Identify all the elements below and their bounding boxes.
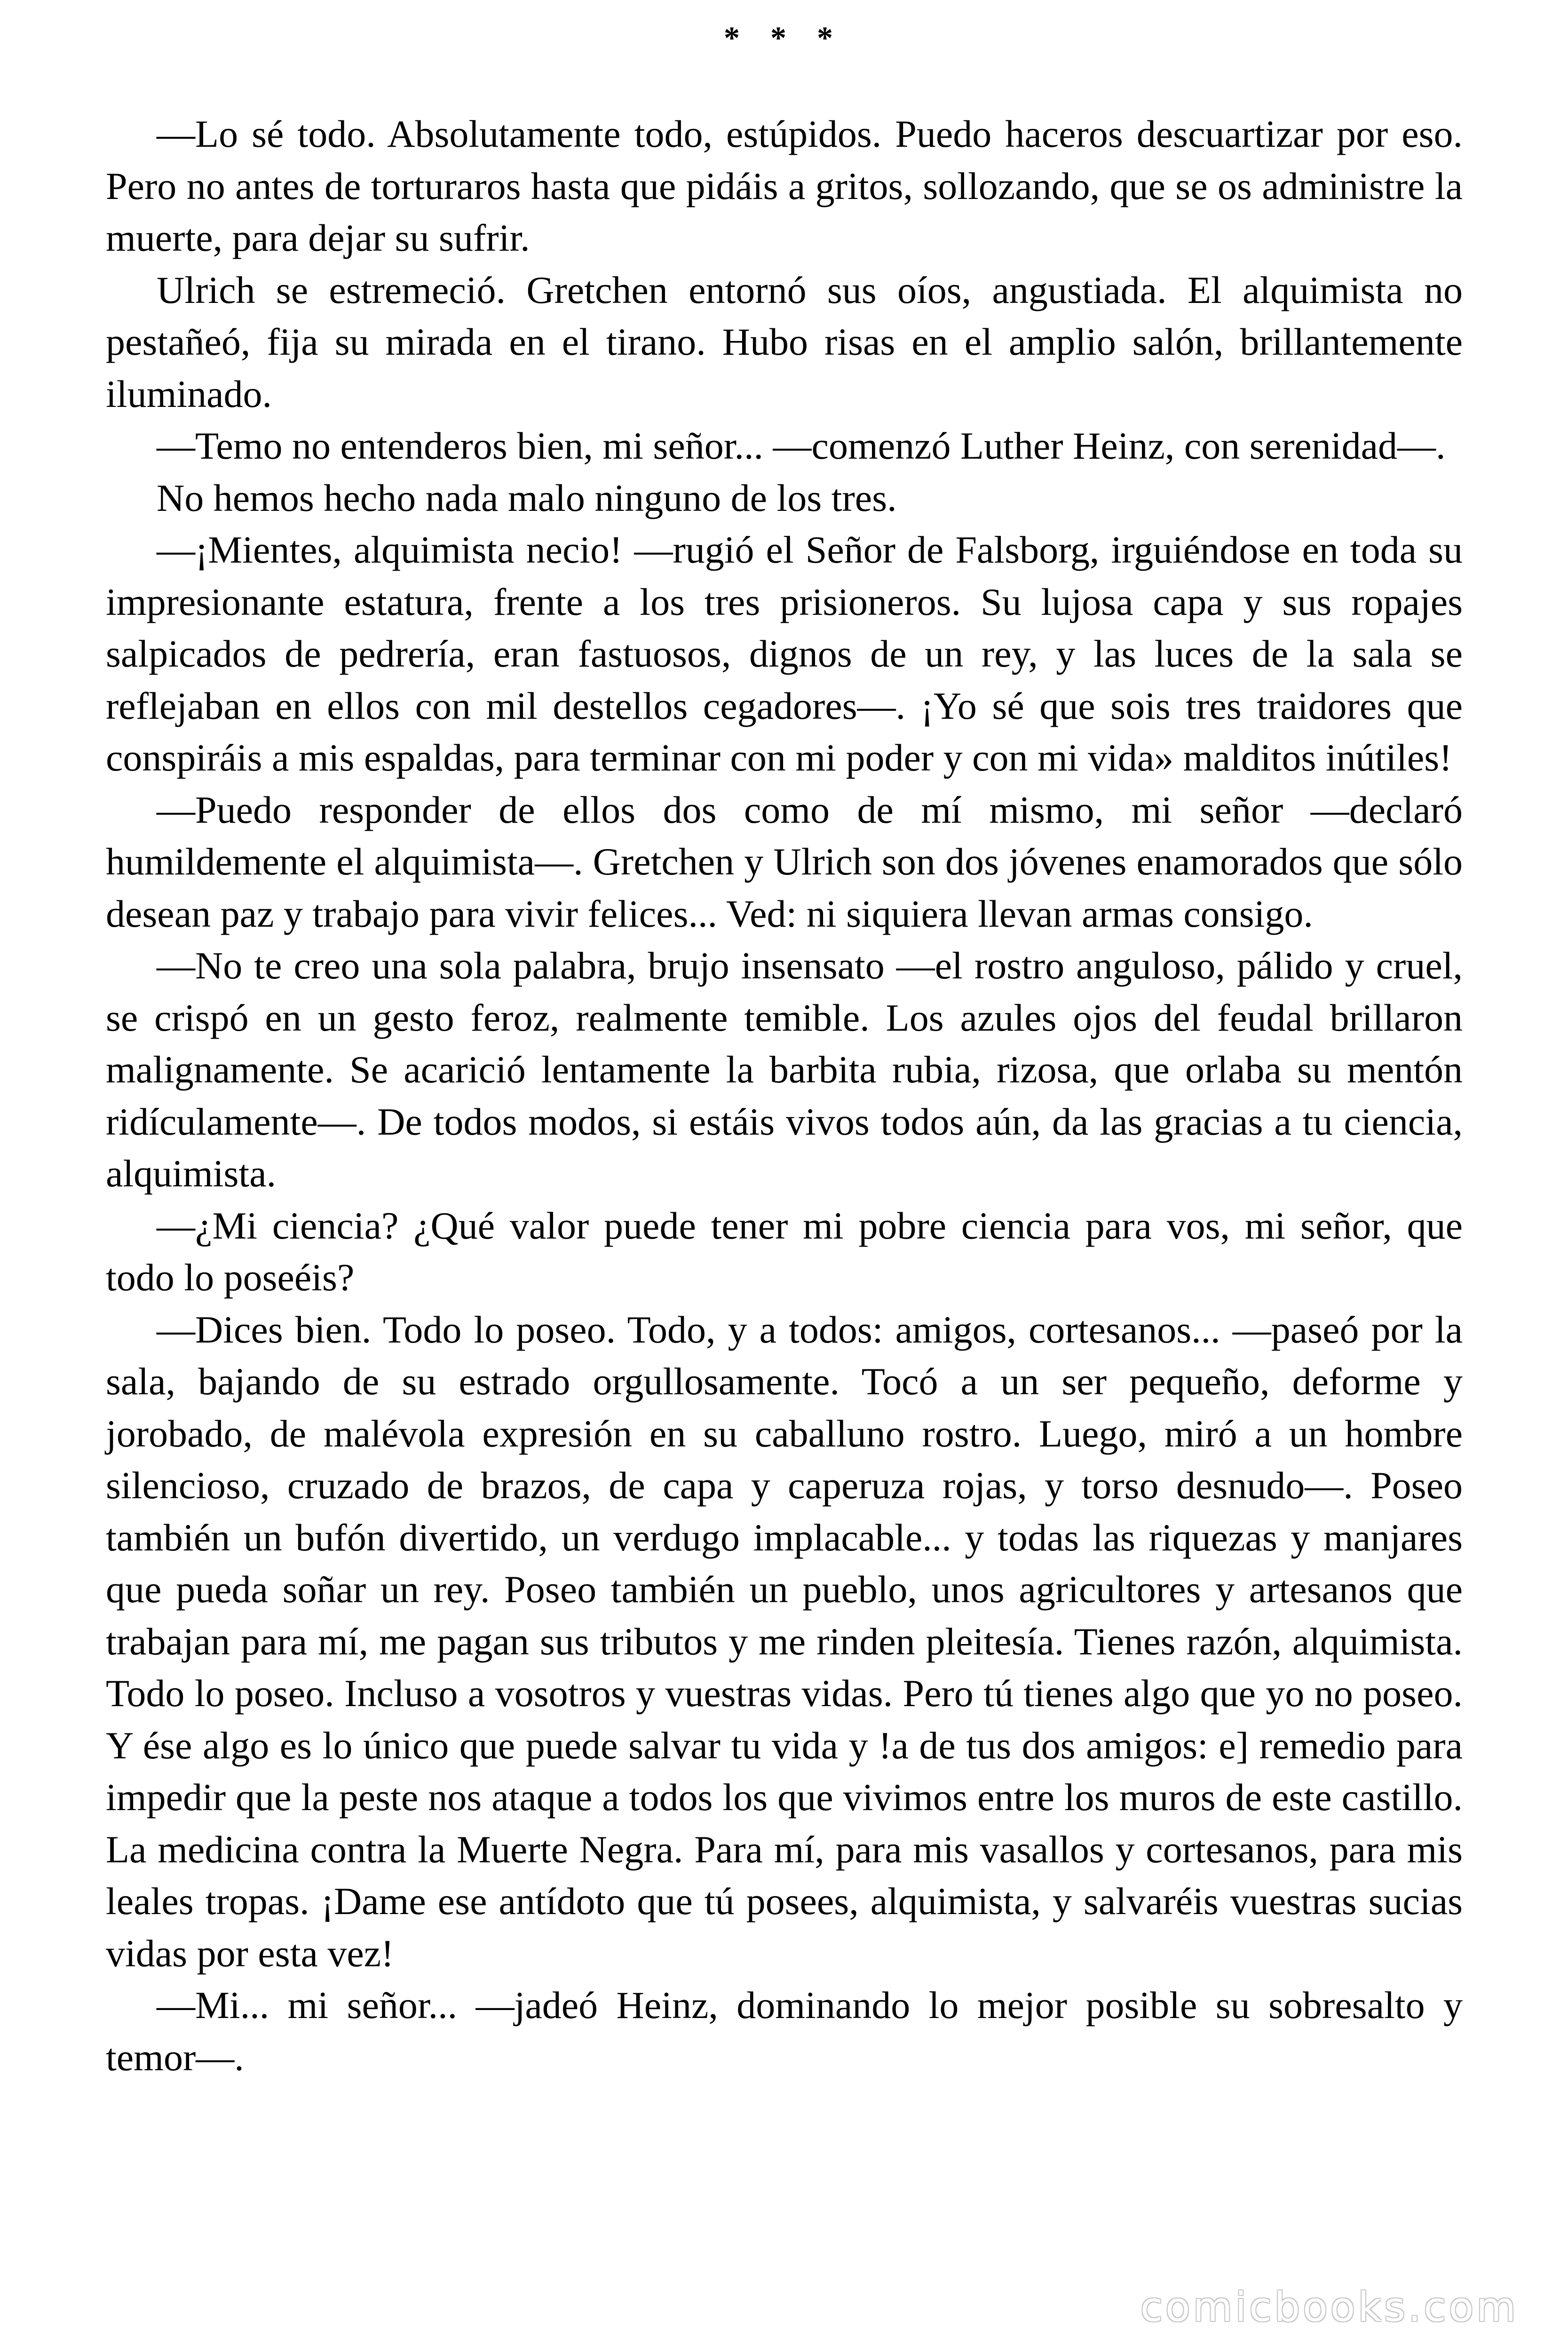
body-text	[106, 108, 1463, 2083]
paragraph: —Lo sé todo. Absolutamente todo, estúpidos. Puedo haceros descuartizar por eso. Pero no antes de torturaros hasta que pidáis a gritos, sollozando, que se os administre la muerte, para dejar su sufrir.	[106, 112, 1463, 259]
paragraph: —No te creo una sola palabra, brujo insensato —el rostro anguloso, pálido y cruel, se crispó en un gesto feroz, realmente temible. Los azules ojos del feudal brillaron malignamente. Se acarició lentamente la barbita rubia, rizosa, que orlaba su mentón ridículamente—. De todos modos, si estáis vivos todos aún, da las gracias a tu ciencia, alquimista.	[106, 944, 1463, 1195]
paragraph: —Mi... mi señor... —jadeó Heinz, dominando lo mejor posible su sobresalto y temor—.	[106, 1984, 1463, 2079]
paragraph: —¿Mi ciencia? ¿Qué valor puede tener mi pobre ciencia para vos, mi señor, que todo lo poseéis?	[106, 1204, 1463, 1299]
paragraph: —Puedo responder de ellos dos como de mí mismo, mi señor —declaró humildemente el alquimista—. Gretchen y Ulrich son dos jóvenes enamorados que sólo desean paz y trabajo para vivir felices... Ved: ni siquiera llevan armas consigo.	[106, 788, 1463, 935]
scene-break-heading: * * *	[724, 20, 844, 56]
paragraph: —¡Mientes, alquimista necio! —rugió el Señor de Falsborg, irguiéndose en toda su impresionante estatura, frente a los tres prisioneros. Su lujosa capa y sus ropajes salpicados de pedrería, eran fastuosos, dignos de un rey, y las luces de la sala se reflejaban en ellos con mil destellos cegadores—. ¡Yo sé que sois tres traidores que conspiráis a mis espaldas, para terminar con mi poder y con mi vida» malditos inútiles!	[106, 528, 1463, 779]
paragraph: No hemos hecho nada malo ninguno de los tres.	[157, 476, 897, 519]
paragraph: Ulrich se estremeció. Gretchen entornó sus oíos, angustiada. El alquimista no pestañeó, fija su mirada en el tirano. Hubo risas en el amplio salón, brillantemente iluminado.	[106, 268, 1463, 415]
paragraph: —Dices bien. Todo lo poseo. Todo, y a todos: amigos, cortesanos... —paseó por la sala, bajando de su estrado orgullosamente. Tocó a un ser pequeño, deforme y jorobado, de malévola expresión en su caballuno rostro. Luego, miró a un hombre silencioso, cruzado de brazos, de capa y caperuza rojas, y torso desnudo—. Poseo también un bufón divertido, un verdugo implacable... y todas las riquezas y manjares que pueda soñar un rey. Poseo también un pueblo, unos agricultores y artesanos que trabajan para mí, me pagan sus tributos y me rinden pleitesía. Tienes razón, alquimista. Todo lo poseo. Incluso a vosotros y vuestras vidas. Pero tú tienes algo que yo no poseo. Y ése algo es lo único que puede salvar tu vida y !a de tus dos amigos: e] remedio para impedir que la peste nos ataque a todos los que vivimos entre los muros de este castillo. La medicina contra la Muerte Negra. Para mí, para mis vasallos y cortesanos, para mis leales tropas. ¡Dame ese antídoto que tú posees, alquimista, y salvaréis vuestras sucias vidas por esta vez!	[106, 1308, 1463, 1975]
watermark: comicbooks.com	[1140, 2284, 1519, 2331]
paragraph: —Temo no entenderos bien, mi señor... —comenzó Luther Heinz, con serenidad—.	[157, 424, 1446, 467]
